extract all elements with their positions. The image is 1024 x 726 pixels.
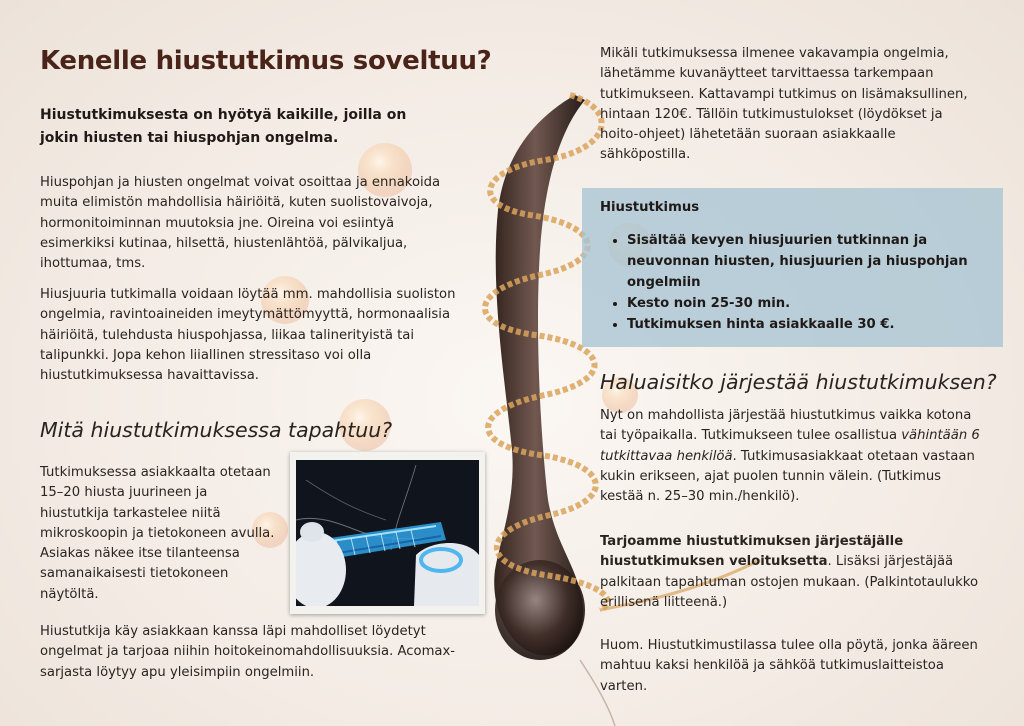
page-title: Kenelle hiustutkimus soveltuu? [40,46,492,76]
text-segment: Nyt on mahdollista järjestää hiustutkimus vaikka kotona tai työpaikalla. Tutkimukseen tulee osallistua [600,408,972,444]
list-item: • Kesto noin 25-30 min. [627,293,987,314]
paragraph-consultation: Hiustutkija käy asiakkaan kanssa läpi mahdolliset löydetyt ongelmat ja tarjoaa niihin hoitokeinomahdollisuuksia. Acomax-sarjasta löytyy apu yleisimpiin ongelmiin. [40,624,456,680]
info-box-title: Hiustutkimus [600,200,700,215]
text-segment: . Tutkimusasiakkaat otetaan vastaan kukin erikseen, ajat puolen tunnin välein. (Tutkimus kestää n. 25–30 min./henkilö). [600,448,975,505]
paragraph-extended-study: Mikäli tutkimuksessa ilmenee vakavampia ongelmia, lähetämme kuvanäytteet tarvittaessa tarkempaan tutkimukseen. Kattavampi tutkimus on lisämaksullinen, hintaan 120€. Tällöin tutkimustulokset (löydökset ja hoito-ohjeet) lähetetään suoraan asiakkaalle sähköpostilla. [600,46,968,163]
list-item: • Tutkimuksen hinta asiakkaalle 30 €. [627,314,987,335]
paragraph-symptoms: Hiuspohjan ja hiusten ongelmat voivat osoittaa ja ennakoida muita elimistön mahdollisia häiriöitä, kuten suolistovaivoja, hormonitoiminnan muutoksia jne. Oireina voi esiintyä esimerkiksi kutinaa, hilsettä, hiustenlähtöä, pälvikaljua, ihottumaa, tms. [40,175,441,272]
paragraph-offer [600,532,985,613]
emphasis-participants: vähintään 6 tutkittavaa henkilöä [600,428,980,464]
info-box-list [610,230,987,335]
offer-highlight: Tarjoamme hiustutkimuksen järjestäjälle hiustutkimuksen veloituksetta [600,534,904,570]
text-segment: . Lisäksi järjestäjää palkitaan tapahtuman ostojen mukaan. (Palkintotaulukko erillisenä liitteenä.) [600,554,979,610]
paragraph-procedure: Tutkimuksessa asiakkaalta otetaan 15–20 hiusta juurineen ja hiustutkija tarkastelee niitä mikroskoopin ja tietokoneen avulla. Asiakas näkee itse tilanteensa samanaikaisesti tietokoneen näytöltä. [40,465,275,602]
paragraph-findings: Hiusjuuria tutkimalla voidaan löytää mm. mahdollisia suoliston ongelmia, ravintoaineiden imeytymättömyyttä, hormonaalisia häiriöitä, tulehdusta hiuspohjassa, liikaa talinerityistä tai talipunkki. Jopa kehon liiallinen stressitaso voi olla hiustutkimuksessa havaittavissa. [40,287,456,384]
lead-paragraph: Hiustutkimuksesta on hyötyä kaikille, joilla on jokin hiusten tai hiuspohjan ongelma. [40,107,407,146]
paragraph-organize-info [600,406,985,507]
paragraph-note: Huom. Hiustutkimustilassa tulee olla pöytä, jonka ääreen mahtuu kaksi henkilöä ja sähköä tutkimuslaitteistoa varten. [600,638,978,694]
microscope-photo [290,452,485,614]
info-box-hair-study [582,188,1003,347]
subtitle-what-happens: Mitä hiustutkimuksessa tapahtuu? [40,418,393,442]
microscope-image [296,460,479,606]
subtitle-organize: Haluaisitko järjestää hiustutkimuksen? [600,370,997,394]
list-item: • Sisältää kevyen hiusjuurien tutkinnan ja neuvonnan hiusten, hiusjuurien ja hiuspohjan ongelmiin [627,230,987,293]
